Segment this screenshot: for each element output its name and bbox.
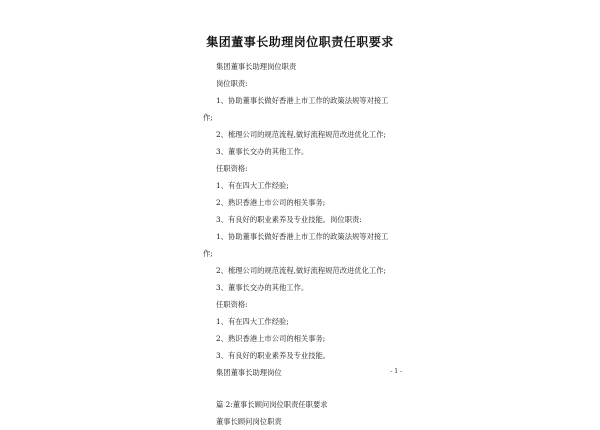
- text-line: 3、董事长交办的其他工作。: [216, 147, 309, 156]
- text-line: 董事长顾问岗位职责: [216, 417, 282, 426]
- text-line: 岗位职责:: [216, 79, 248, 88]
- text-line: 任职资格:: [216, 300, 248, 309]
- text-line: 2、梳理公司的规范流程,做好流程规范改进优化工作;: [216, 266, 386, 275]
- text-line: 2、熟识香港上市公司的相关事务;: [216, 334, 326, 343]
- text-line: 2、熟识香港上市公司的相关事务;: [216, 198, 326, 207]
- text-line: 1、有在四大工作经验;: [216, 181, 289, 190]
- text-line: 3、有良好的职业素养及专业技能。: [216, 351, 331, 360]
- text-line: 任职资格:: [216, 164, 248, 173]
- text-line: 3、有良好的职业素养及专业技能。岗位职责:: [216, 215, 362, 224]
- text-line: 篇 2:董事长顾问岗位职责任职要求: [216, 400, 328, 409]
- section-1: [203, 58, 403, 381]
- text-line: 1、协助董事长做好香港上市工作的政策法规等对接工: [216, 96, 389, 105]
- text-line: 集团董事长助理岗位: [216, 368, 282, 377]
- section-gap: [203, 381, 403, 396]
- text-line: 作;: [203, 249, 213, 258]
- document-body: [203, 58, 403, 430]
- page-number: - 1 -: [390, 368, 402, 375]
- text-line: 作;: [203, 113, 213, 122]
- section-2: [203, 396, 403, 430]
- text-line: 1、协助董事长做好香港上市工作的政策法规等对接工: [216, 232, 389, 241]
- text-line: 2、梳理公司的规范流程,做好流程规范改进优化工作;: [216, 130, 386, 139]
- page-title: 集团董事长助理岗位职责任职要求: [206, 35, 394, 49]
- text-line: 1、有在四大工作经验;: [216, 317, 289, 326]
- text-line: 3、董事长交办的其他工作。: [216, 283, 309, 292]
- text-line: 集团董事长助理岗位职责: [216, 62, 297, 71]
